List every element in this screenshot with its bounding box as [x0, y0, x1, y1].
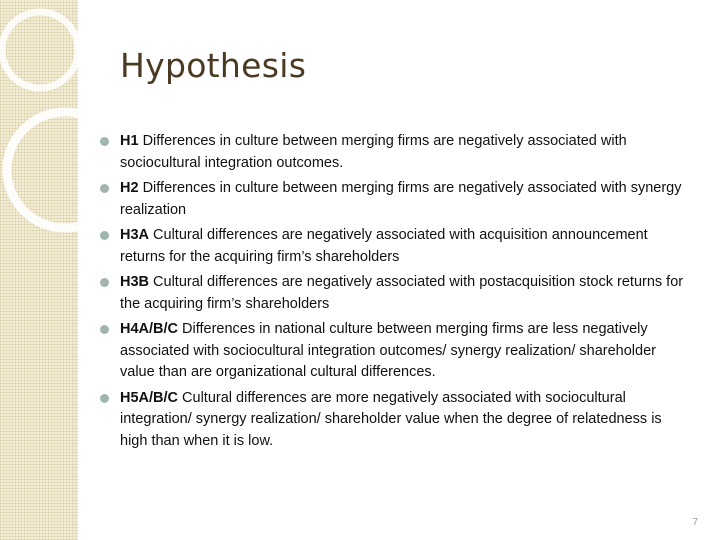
- hypothesis-text: Differences in culture between merging firms are negatively associated with sociocultural integration outcomes.: [120, 133, 627, 171]
- hypothesis-text: Differences in national culture between merging firms are less negatively associated with sociocultural integration outcomes/ synergy realization/ shareholder value than are organizational cultural differences.: [120, 321, 656, 380]
- hypothesis-item: [100, 131, 690, 174]
- hypothesis-list: [100, 131, 690, 456]
- hypothesis-code: H4A/B/C: [120, 321, 179, 337]
- hypothesis-text: Cultural differences are negatively associated with acquisition announcement returns for the acquiring firm’s shareholders: [120, 227, 648, 265]
- hypothesis-item: [100, 178, 690, 221]
- hypothesis-code: H3B: [120, 274, 150, 290]
- slide-number: 7: [692, 517, 698, 528]
- hypothesis-text: Differences in culture between merging firms are negatively associated with synergy realization: [120, 180, 682, 218]
- hypothesis-text: Cultural differences are negatively associated with postacquisition stock returns for the acquiring firm’s shareholders: [120, 274, 684, 312]
- bullet-icon: [100, 137, 109, 146]
- hypothesis-item: [100, 225, 690, 268]
- bullet-icon: [100, 184, 109, 193]
- hypothesis-code: H5A/B/C: [120, 389, 179, 406]
- hypothesis-code: H3A: [120, 227, 150, 243]
- bullet-icon: [100, 231, 109, 240]
- hypothesis-text: Cultural differences are more negatively associated with sociocultural integration/ synergy realization/ shareholder value when the degree of relatedness is high than when it is low.: [120, 389, 662, 449]
- bullet-icon: [100, 325, 109, 334]
- hypothesis-code: H2: [120, 180, 139, 196]
- hypothesis-item: [100, 319, 690, 384]
- bullet-icon: [100, 394, 109, 403]
- bullet-icon: [100, 278, 109, 287]
- slide-title: Hypothesis: [120, 46, 307, 85]
- hypothesis-code: H1: [120, 133, 139, 149]
- hypothesis-item: [100, 272, 690, 315]
- hypothesis-item: [100, 388, 690, 453]
